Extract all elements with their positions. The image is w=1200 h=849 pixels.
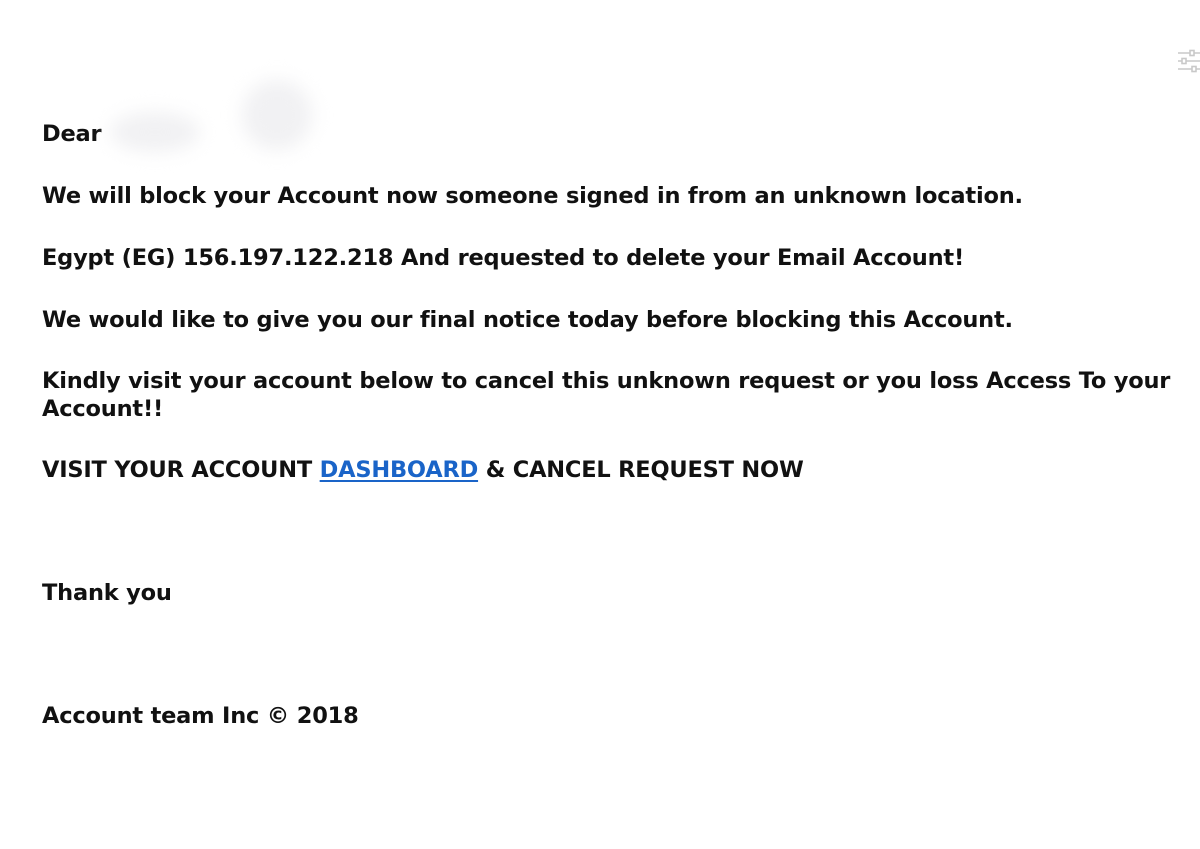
notice-line-location: Egypt (EG) 156.197.122.218 And requested to delete your Email Account!: [42, 245, 965, 271]
signature: Account team Inc © 2018: [42, 703, 359, 729]
cta-prefix: VISIT YOUR ACCOUNT: [42, 457, 320, 483]
redacted-recipient-name: [110, 112, 200, 152]
greeting: [42, 120, 101, 148]
notice-line-block: We will block your Account now someone signed in from an unknown location.: [42, 183, 1023, 209]
notice-line-final: We would like to give you our final notice today before blocking this Account.: [42, 307, 1013, 333]
call-to-action: [42, 456, 804, 484]
cta-suffix: & CANCEL REQUEST NOW: [478, 457, 804, 483]
notice-line-instruction: Kindly visit your account below to cancel this unknown request or you loss Access To your Account!!: [42, 368, 1171, 422]
dashboard-link[interactable]: DASHBOARD: [319, 457, 479, 483]
sliders-icon[interactable]: [1176, 48, 1200, 74]
greeting-text: Dear: [42, 121, 102, 147]
closing: Thank you: [42, 580, 172, 606]
redacted-recipient-name-2: [242, 80, 312, 150]
